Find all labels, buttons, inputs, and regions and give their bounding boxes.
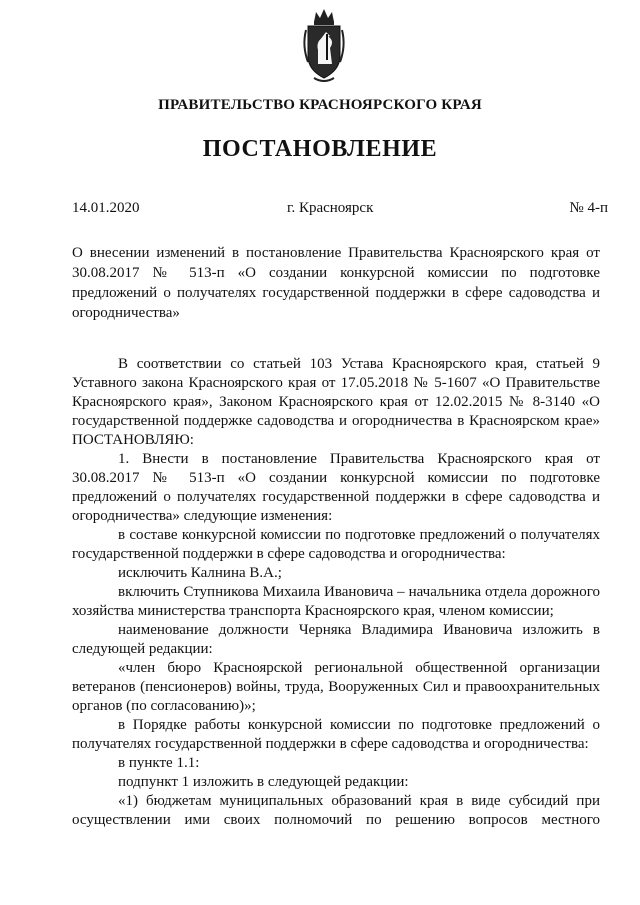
body-paragraph: В соответствии со статьей 103 Устава Красноярского края, статьей 9 Уставного закона Красноярского края от 17.05.2018 № 5-1607 «О Правительстве Красноярского края», Законом Красноярского края от 12.02.2015 № 8-3140 «О государственной поддержке садоводства и огородничества в Красноярском крае» ПОСТАНОВЛЯЮ: [72, 356, 600, 448]
body-paragraph: в составе конкурсной комиссии по подготовке предложений о получателях государственной поддержки в сфере садоводства и огородничества: [72, 527, 600, 562]
body-paragraph: в пункте 1.1: [118, 755, 200, 771]
body-paragraph: исключить Калнина В.А.; [118, 565, 282, 581]
document-number: № 4-п [569, 200, 608, 216]
body-paragraph: в Порядке работы конкурсной комиссии по подготовке предложений о получателях государственной поддержки в сфере садоводства и огородничества: [72, 717, 600, 752]
document-type-title: ПОСТАНОВЛЕНИЕ [202, 136, 438, 162]
document-body [72, 355, 600, 830]
document-city: г. Красноярск [287, 200, 374, 216]
government-name: ПРАВИТЕЛЬСТВО КРАСНОЯРСКОГО КРАЯ [158, 97, 482, 113]
document-subject: О внесении изменений в постановление Правительства Красноярского края от 30.08.2017 № 513-п «О создании конкурсной комиссии по подготовке предложений о получателях государственной поддержки в сфере садоводства и огородничества» [72, 245, 600, 321]
body-paragraph: наименование должности Черняка Владимира Ивановича изложить в следующей редакции: [72, 622, 600, 657]
krasnoyarsk-coat-of-arms-icon [300, 6, 348, 84]
body-paragraph: подпункт 1 изложить в следующей редакции: [118, 774, 409, 790]
body-paragraph: включить Ступникова Михаила Ивановича – начальника отдела дорожного хозяйства министерства транспорта Красноярского края, членом комиссии; [72, 584, 600, 619]
document-date: 14.01.2020 [72, 200, 140, 216]
body-paragraph: «1) бюджетам муниципальных образований края в виде субсидий при осуществлении ими своих полномочий по решению вопросов местного [72, 793, 600, 828]
body-paragraph: 1. Внести в постановление Правительства Красноярского края от 30.08.2017 № 513-п «О создании конкурсной комиссии по подготовке предложений о получателях государственной поддержки в сфере садоводства и огородничества» следующие изменения: [72, 451, 600, 524]
body-paragraph: «член бюро Красноярской региональной общественной организации ветеранов (пенсионеров) войны, труда, Вооруженных Сил и правоохранительных органов (по согласованию)»; [72, 660, 600, 714]
